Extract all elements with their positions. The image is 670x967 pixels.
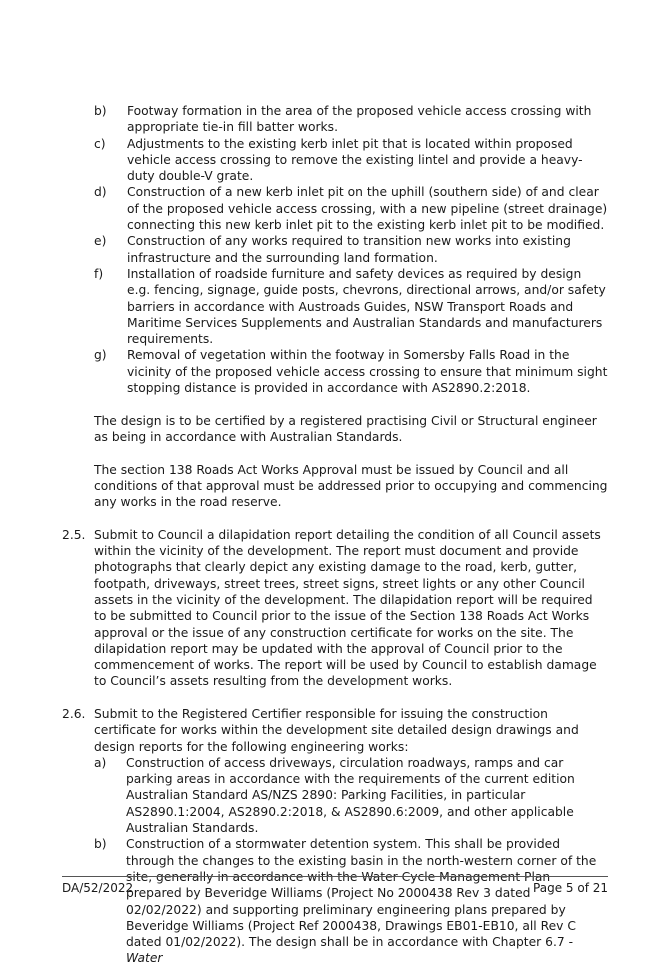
paragraph-section-138: The section 138 Roads Act Works Approval must be issued by Council and all conditions of that approval must be addressed prior to occupying and commencing any works in the road reserve. bbox=[94, 462, 608, 510]
paragraph-certified: The design is to be certified by a registered practising Civil or Structural engineer as being in accordance with Australian Standards. bbox=[94, 413, 597, 444]
condition-text: Submit to Council a dilapidation report detailing the condition of all Council assets within the vicinity of the development. The report must document and provide photographs that clearly depict any existing damage to the road, kerb, gutter, footpath, driveways, street trees, street signs, street lights or any other Council assets in the vicinity of the development. The dilapidation report will be required to be submitted to Council prior to the issue of the Section 138 Roads Act Works approval or the issue of any construction certificate for works on the site. The dilapidation report may be updated with the approval of Council prior to the commencement of works. The report will be used by Council to establish damage to Council’s assets resulting from the development works. bbox=[94, 527, 601, 689]
condition-2-5 bbox=[62, 527, 608, 690]
italic-reference: Water bbox=[126, 951, 163, 966]
items-top-list bbox=[62, 103, 608, 396]
list-item: g) Removal of vegetation within the footway in Somersby Falls Road in the vicinity of the proposed vehicle access crossing to ensure that minimum sight stopping distance is provided in accordance with AS2890.2:2018. bbox=[94, 348, 608, 396]
condition-number: 2.6. bbox=[62, 706, 86, 721]
list-item: c) Adjustments to the existing kerb inlet pit that is located within proposed vehicle access crossing to remove the existing lintel and provide a heavy-duty double-V grate. bbox=[94, 136, 583, 184]
condition-number: 2.5. bbox=[62, 527, 86, 542]
page-footer bbox=[62, 876, 608, 895]
list-item: b) Footway formation in the area of the proposed vehicle access crossing with appropriate tie-in fill batter works. bbox=[94, 104, 592, 135]
condition-text: Submit to the Registered Certifier responsible for issuing the construction certificate for works within the development site detailed design drawings and design reports for the following engineering works: bbox=[94, 706, 579, 754]
list-item: e) Construction of any works required to transition new works into existing infrastructure and the surrounding land formation. bbox=[94, 234, 571, 265]
list-item: f) Installation of roadside furniture and safety devices as required by design e.g. fencing, signage, guide posts, chevrons, directional arrows, and/or safety barriers in accordance with Austroads Guides, NSW Transport Roads and Maritime Services Supplements and Australian Standards and manufacturers requirements. bbox=[94, 266, 606, 347]
page-number: Page 5 of 21 bbox=[533, 881, 608, 895]
condition-2-6 bbox=[62, 706, 608, 967]
list-item: a) Construction of access driveways, circulation roadways, ramps and car parking areas in accordance with the requirements of the current edition Australian Standard AS/NZS 2890: Parking Facilities, in particular AS2890.1:2004, AS2890.2:2018, & AS2890.6:2009, and other applicable Australian Standards. bbox=[94, 755, 575, 836]
condition-2-6-items bbox=[94, 755, 608, 967]
list-item: b) Construction of a stormwater detention system. This shall be provided through the changes to the existing basin in the north-western corner of the site, generally in accordance with the Water Cycle Management Plan prepared by Beveridge Williams (Project No 2000438 Rev 3 dated 02/02/2022) and supporting preliminary engineering plans prepared by Beveridge Williams (Project Ref 2000438, Drawings EB01-EB10, all Rev C dated 01/02/2022). The design shall be in accordance with Chapter 6.7 - Water bbox=[94, 837, 597, 966]
document-reference: DA/52/2022 bbox=[62, 881, 134, 895]
list-item: d) Construction of a new kerb inlet pit on the uphill (southern side) of and clear of the proposed vehicle access crossing, with a new pipeline (street drainage) connecting this new kerb inlet pit to the existing kerb inlet pit to be modified. bbox=[94, 185, 608, 233]
document-body bbox=[62, 103, 608, 967]
